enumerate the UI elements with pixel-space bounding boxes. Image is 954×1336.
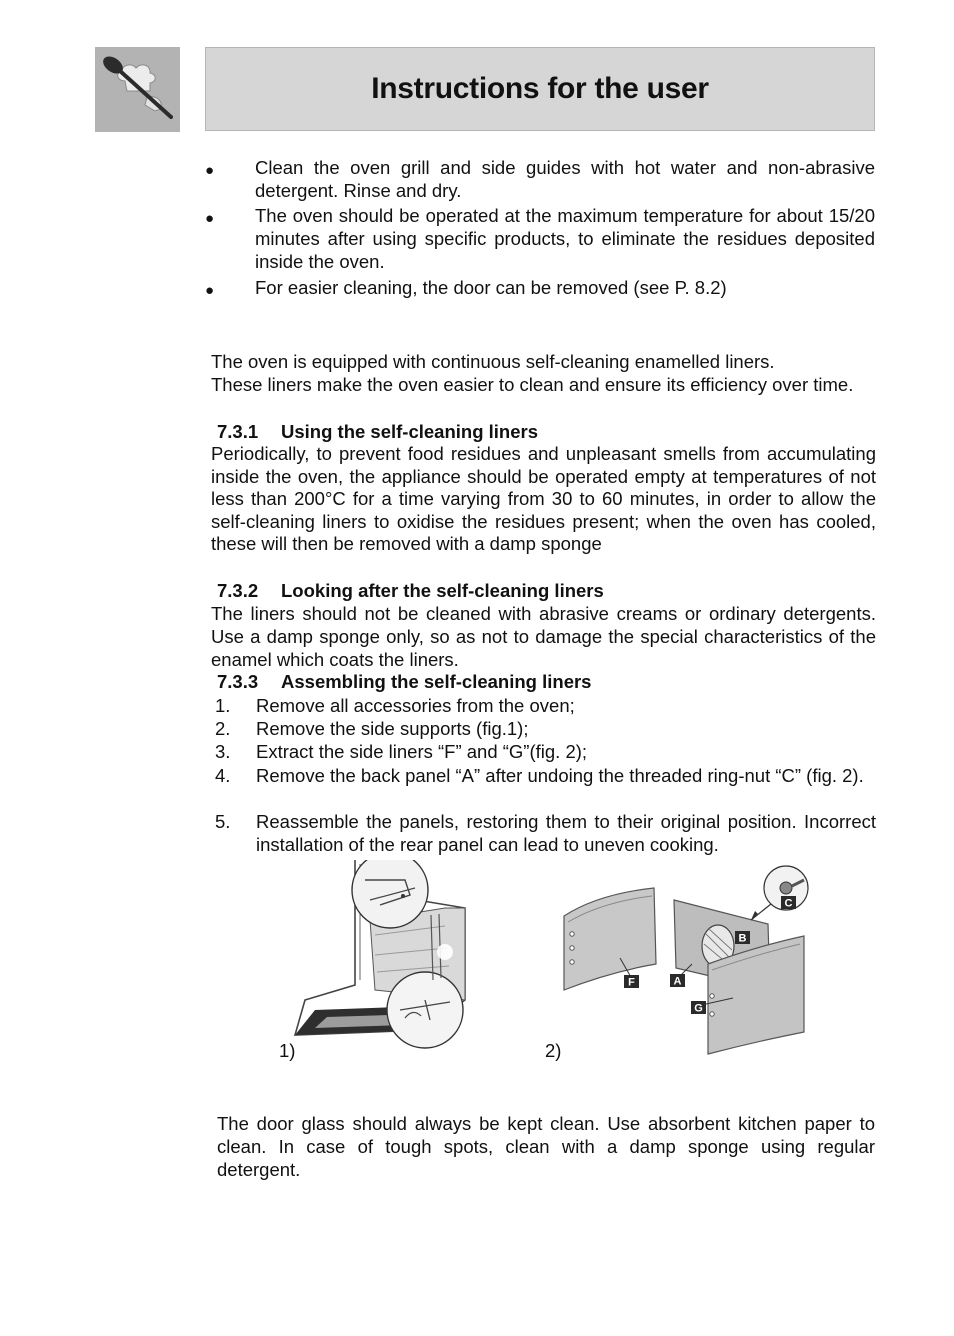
bullet-dot-icon: ●	[205, 210, 215, 227]
callout-f: F	[628, 976, 635, 989]
self-cleaning-liners-illustration	[558, 864, 813, 1064]
callout-b: B	[738, 932, 747, 945]
list-item	[215, 717, 876, 740]
section-number: 7.3.1	[217, 421, 259, 442]
oven-side-supports-illustration	[285, 860, 470, 1060]
section-heading	[217, 420, 538, 443]
door-glass-paragraph: The door glass should always be kept clean. Use absorbent kitchen paper to clean. In case of tough spots, clean with a damp sponge using regular detergent.	[217, 1113, 875, 1180]
list-item: Clean the oven grill and side guides with hot water and non-abrasive detergent. Rinse and dry.	[255, 157, 875, 201]
spoon-chef-hat-icon	[95, 47, 180, 132]
chef-logo	[95, 47, 180, 132]
bullet-dot-icon: ●	[205, 282, 215, 299]
list-item	[215, 764, 876, 810]
section-title: Using the self-cleaning liners	[281, 421, 539, 442]
list-item	[215, 810, 876, 856]
section-number: 7.3.3	[217, 671, 259, 692]
callout-a: A	[673, 975, 682, 988]
step-number: 1.	[215, 695, 231, 716]
figure-2-label: 2)	[545, 1040, 562, 1061]
step-number: 5.	[215, 811, 231, 832]
section-title: Looking after the self-cleaning liners	[281, 580, 604, 601]
step-text: Remove the side supports (fig.1);	[256, 718, 529, 739]
step-number: 3.	[215, 741, 231, 762]
step-text: Extract the side liners “F” and “G”(fig. 2);	[256, 741, 588, 762]
section-number: 7.3.2	[217, 580, 259, 601]
figure-1-label: 1)	[279, 1040, 296, 1061]
section-body: The liners should not be cleaned with abrasive creams or ordinary detergents. Use a damp sponge only, so as not to damage the special characteristics of the enamel which coats the liners.	[211, 603, 876, 670]
page-title: Instructions for the user	[371, 72, 709, 105]
section-heading	[217, 670, 591, 693]
callout-c: C	[784, 897, 793, 910]
step-number: 2.	[215, 718, 231, 739]
intro-paragraph: These liners make the oven easier to clean and ensure its efficiency over time.	[211, 374, 854, 395]
section-heading	[217, 579, 604, 602]
step-text: Remove all accessories from the oven;	[256, 695, 575, 716]
list-item	[215, 694, 876, 717]
bullet-dot-icon: ●	[205, 162, 215, 179]
section-title: Assembling the self-cleaning liners	[281, 671, 592, 692]
section-body: Periodically, to prevent food residues and unpleasant smells from accumulating inside the oven, the appliance should be operated empty at temperatures of not less than 200°C for a time varying from 30 to 60 minutes, in order to allow the self-cleaning liners to oxidise the residues present; when the oven has cooled, these will then be removed with a damp sponge	[211, 443, 876, 554]
step-text: Reassemble the panels, restoring them to their original position. Incorrect installation of the rear panel can lead to uneven cooking.	[256, 811, 876, 855]
list-item: For easier cleaning, the door can be removed (see P. 8.2)	[255, 277, 727, 298]
intro-paragraph: The oven is equipped with continuous self-cleaning enamelled liners.	[211, 351, 775, 372]
header-title-bar	[205, 47, 875, 131]
list-item: The oven should be operated at the maximum temperature for about 15/20 minutes after using specific products, to eliminate the residues deposited inside the oven.	[255, 205, 875, 272]
step-text: Remove the back panel “A” after undoing the threaded ring-nut “C” (fig. 2).	[256, 765, 864, 786]
step-number: 4.	[215, 765, 231, 786]
list-item	[215, 740, 876, 763]
callout-g: G	[694, 1002, 703, 1015]
